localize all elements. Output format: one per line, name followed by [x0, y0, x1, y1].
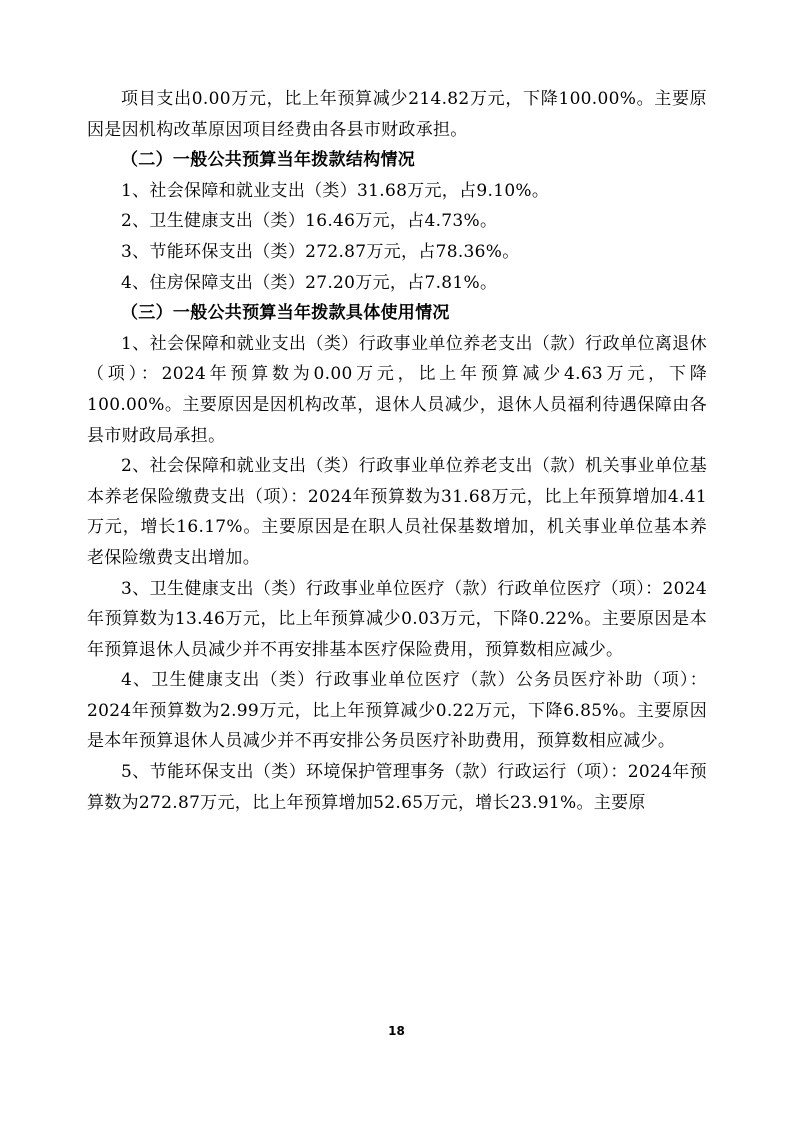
paragraph-retirement: 1、社会保障和就业支出（类）行政事业单位养老支出（款）行政单位离退休（项）：2024年预算数为0.00万元，比上年预算减少4.63万元，下降100.00%。主要原因是因机构改革，退休人员减少，退休人员福利待遇保障由各县市财政局承担。 [87, 333, 707, 446]
section-heading-allocation-structure: （二）一般公共预算当年拨款结构情况 [121, 150, 416, 171]
paragraph-social-security-share: 1、社会保障和就业支出（类）31.68万元，占9.10%。 [121, 180, 550, 201]
paragraph-civil-servant-medical: 4、卫生健康支出（类）行政事业单位医疗（款）公务员医疗补助（项）：2024年预算数为2.99万元，比上年预算减少0.22万元，下降6.85%。主要原因是本年预算退休人员减少并不再安排公务员医疗补助费用，预算数相应减少。 [87, 670, 707, 752]
paragraph-environment-share: 3、节能环保支出（类）272.87万元，占78.36%。 [121, 241, 520, 262]
document-body [87, 84, 707, 818]
paragraph-admin-medical: 3、卫生健康支出（类）行政事业单位医疗（款）行政单位医疗（项）：2024年预算数为13.46万元，比上年预算减少0.03万元，下降0.22%。主要原因是本年预算退休人员减少并不再安排基本医疗保险费用，预算数相应减少。 [87, 578, 707, 660]
page-number: 18 [388, 1024, 405, 1038]
paragraph-pension-insurance: 2、社会保障和就业支出（类）行政事业单位养老支出（款）机关事业单位基本养老保险缴费支出（项）：2024年预算数为31.68万元，比上年预算增加4.41万元，增长16.17%。主要原因是在职人员社保基数增加，机关事业单位基本养老保险缴费支出增加。 [87, 456, 707, 568]
paragraph-project-expense: 项目支出0.00万元，比上年预算减少214.82万元，下降100.00%。主要原因是因机构改革原因项目经费由各县市财政承担。 [87, 89, 707, 140]
paragraph-housing-share: 4、住房保障支出（类）27.20万元，占7.81%。 [121, 272, 498, 293]
section-heading-allocation-usage: （三）一般公共预算当年拨款具体使用情况 [121, 303, 450, 324]
paragraph-health-share: 2、卫生健康支出（类）16.46万元，占4.73%。 [121, 211, 498, 232]
paragraph-environment-admin: 5、节能环保支出（类）环境保护管理事务（款）行政运行（项）：2024年预算数为272.87万元，比上年预算增加52.65万元，增长23.91%。主要原 [87, 762, 707, 813]
